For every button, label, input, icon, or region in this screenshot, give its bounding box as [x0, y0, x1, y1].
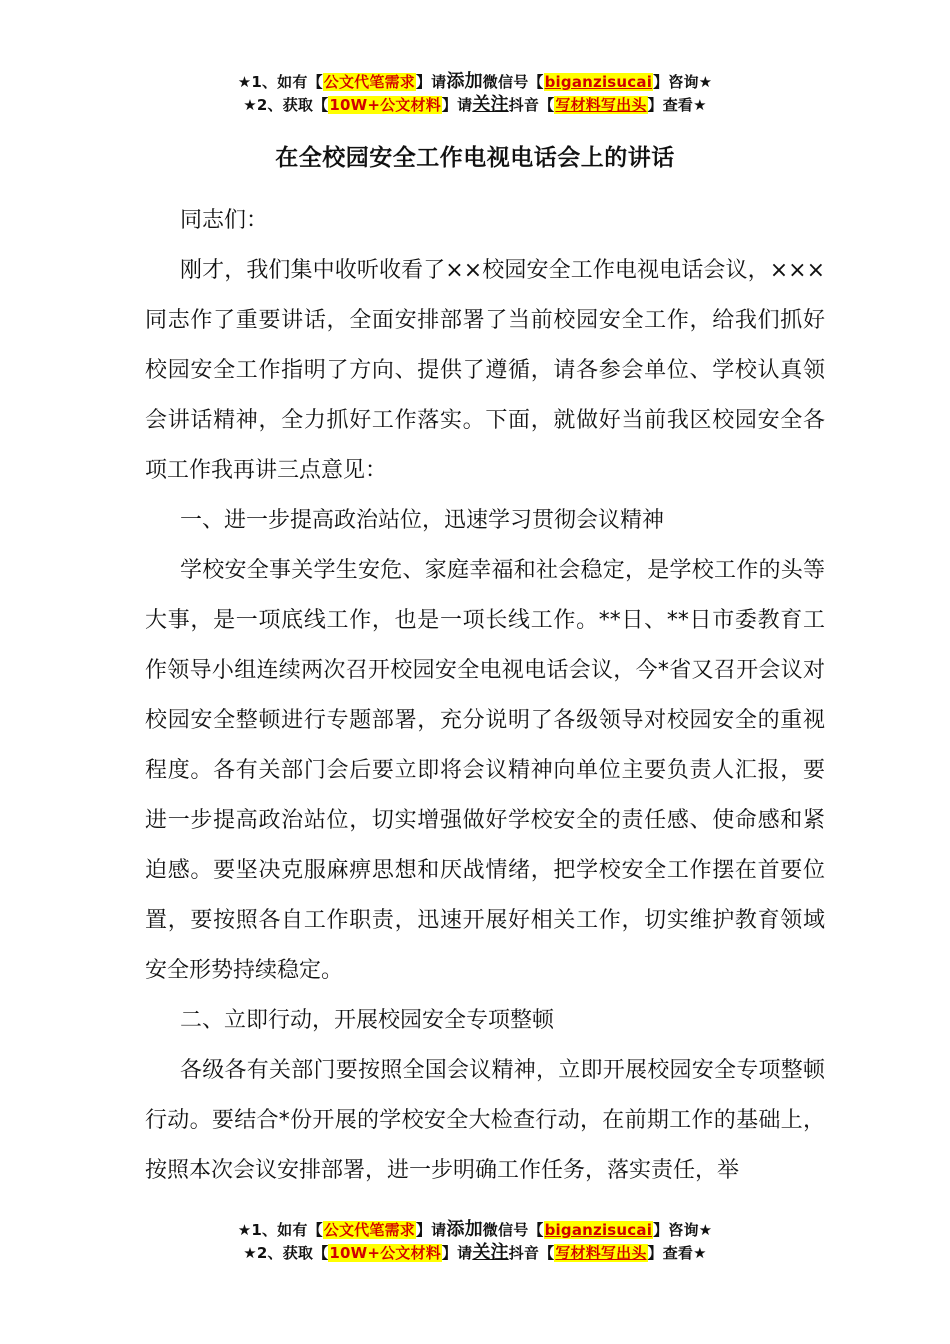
document-title: 在全校园安全工作电视电话会上的讲话	[275, 145, 675, 171]
promo-text: 】查看★	[647, 1244, 707, 1262]
section-heading-1: 一、进一步提高政治站位，迅速学习贯彻会议精神	[180, 508, 665, 533]
promo-emphasis-add: 添加	[446, 71, 483, 92]
promo-highlight-douyin: 写材料写出头	[555, 96, 647, 114]
promo-highlight-wechat-id: biganzisucai	[544, 73, 653, 91]
promo-text: 抖音【	[508, 1244, 555, 1262]
top-promo-banner	[0, 70, 950, 116]
promo-emphasis-add: 添加	[446, 1219, 483, 1240]
promo-text: 微信号【	[482, 73, 544, 91]
promo-text: 抖音【	[508, 96, 555, 114]
promo-text: 】咨询★	[653, 1221, 713, 1239]
promo-highlight-douyin: 写材料写出头	[555, 1244, 647, 1262]
promo-emphasis-follow: 关注	[472, 1242, 509, 1263]
promo-text: 】请	[441, 96, 473, 114]
promo-text: 】请	[415, 73, 447, 91]
promo-highlight-service: 公文代笔需求	[323, 73, 415, 91]
body-paragraph: 各级各有关部门要按照全国会议精神，立即开展校园安全专项整顿行动。要结合*份开展的学校安全大检查行动，在前期工作的基础上，按照本次会议安排部署，进一步明确工作任务，落实责任，举	[145, 1058, 825, 1183]
promo-text: ★2、获取【	[243, 1244, 329, 1262]
salutation: 同志们：	[180, 208, 269, 233]
promo-text: 】请	[441, 1244, 473, 1262]
promo-line-1	[0, 1218, 950, 1241]
promo-text: 】查看★	[647, 96, 707, 114]
document-body	[145, 196, 825, 1196]
promo-text: 微信号【	[482, 1221, 544, 1239]
promo-text: ★1、如有【	[237, 1221, 323, 1239]
promo-line-1	[0, 70, 950, 93]
promo-text: 】请	[415, 1221, 447, 1239]
body-paragraph: 刚才，我们集中收听收看了××校园安全工作电视电话会议，×××同志作了重要讲话，全面安排部署了当前校园安全工作，给我们抓好校园安全工作指明了方向、提供了遵循，请各参会单位、学校认真领会讲话精神，全力抓好工作落实。下面，就做好当前我区校园安全各项工作我再讲三点意见：	[145, 258, 825, 483]
promo-highlight-materials: 10W+公文材料	[329, 1244, 441, 1262]
promo-text: 】咨询★	[653, 73, 713, 91]
body-paragraph: 学校安全事关学生安危、家庭幸福和社会稳定，是学校工作的头等大事，是一项底线工作，也是一项长线工作。**日、**日市委教育工作领导小组连续两次召开校园安全电视电话会议，今*省又召开会议对校园安全整顿进行专题部署，充分说明了各级领导对校园安全的重视程度。各有关部门会后要立即将会议精神向单位主要负责人汇报，要进一步提高政治站位，切实增强做好学校安全的责任感、使命感和紧迫感。要坚决克服麻痹思想和厌战情绪，把学校安全工作摆在首要位置，要按照各自工作职责，迅速开展好相关工作，切实维护教育领域安全形势持续稳定。	[145, 558, 825, 983]
bottom-promo-banner	[0, 1218, 950, 1264]
promo-emphasis-follow: 关注	[472, 94, 509, 115]
promo-highlight-wechat-id: biganzisucai	[544, 1221, 653, 1239]
promo-text: ★1、如有【	[237, 73, 323, 91]
promo-highlight-materials: 10W+公文材料	[329, 96, 441, 114]
section-heading-2: 二、立即行动，开展校园安全专项整顿	[180, 1008, 555, 1033]
promo-text: ★2、获取【	[243, 96, 329, 114]
promo-line-2	[0, 1241, 950, 1264]
promo-line-2	[0, 93, 950, 116]
promo-highlight-service: 公文代笔需求	[323, 1221, 415, 1239]
